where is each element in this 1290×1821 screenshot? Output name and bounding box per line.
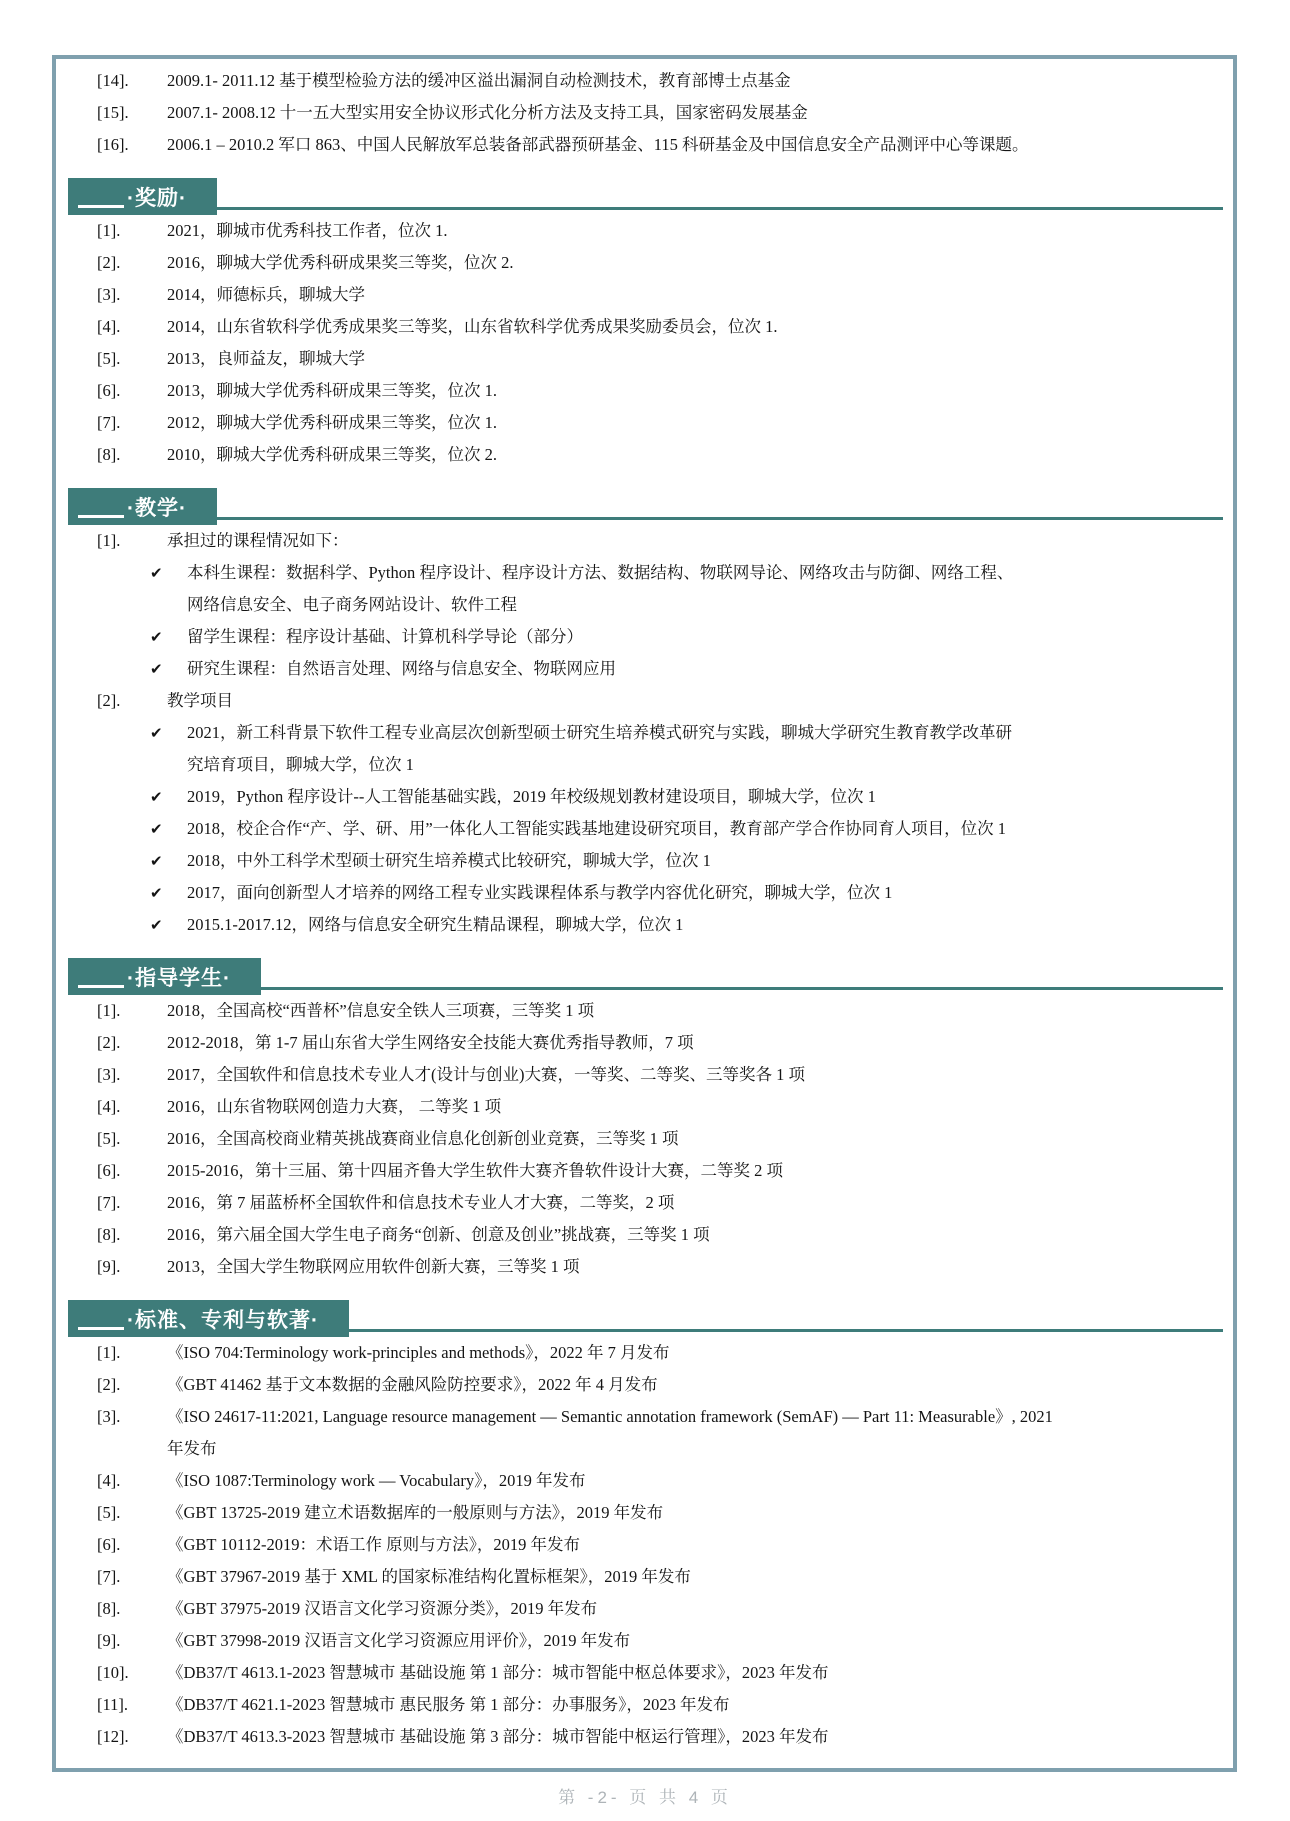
section-rule	[217, 207, 1223, 210]
page-footer	[0, 1783, 1290, 1808]
title-underline	[78, 1327, 124, 1330]
item-text: 《GBT 37998-2019 汉语言文化学习资源应用评价》，2019 年发布	[167, 1631, 631, 1650]
section-title-box	[68, 488, 217, 525]
list-item	[56, 1465, 1233, 1497]
item-number: [9].	[97, 1257, 121, 1276]
section-title: ·标准、专利与软著·	[127, 1309, 319, 1332]
item-number: [2].	[97, 1033, 121, 1052]
item-text: 《GBT 37967-2019 基于 XML 的国家标准结构化置标框架》，2019 年发布	[167, 1567, 691, 1586]
page-content	[56, 59, 1233, 1753]
item-text: 2014，山东省软科学优秀成果奖三等奖，山东省软科学优秀成果奖励委员会，位次 1.	[167, 317, 778, 336]
sub-item-text: 2018，校企合作“产、学、研、用”一体化人工智能实践基地建设研究项目，教育部产学合作协同育人项目，位次 1	[187, 819, 1007, 838]
item-number: [14].	[97, 71, 129, 90]
section-header	[56, 941, 1233, 995]
title-underline	[78, 985, 124, 988]
item-number: [5].	[97, 1129, 121, 1148]
sub-list-item	[56, 557, 1233, 621]
list-item	[56, 1091, 1233, 1123]
item-text: 教学项目	[167, 691, 233, 710]
check-icon: ✔	[150, 660, 163, 678]
section-title-box	[68, 958, 261, 995]
list-item	[56, 525, 1233, 557]
check-icon: ✔	[150, 916, 163, 934]
item-text: 承担过的课程情况如下：	[167, 531, 349, 550]
item-number: [4].	[97, 1097, 121, 1116]
item-number: [7].	[97, 1193, 121, 1212]
check-icon: ✔	[150, 564, 163, 582]
list-item	[56, 1625, 1233, 1657]
item-text: 2016，第六届全国大学生电子商务“创新、创意及创业”挑战赛，三等奖 1 项	[167, 1225, 710, 1244]
item-number: [3].	[97, 285, 121, 304]
list-item	[56, 685, 1233, 717]
sub-list-item	[56, 813, 1233, 845]
item-text: 2014，师德标兵，聊城大学	[167, 285, 365, 304]
item-number: [4].	[97, 317, 121, 336]
sub-item-text: 留学生课程：程序设计基础、计算机科学导论（部分）	[187, 627, 583, 646]
check-icon: ✔	[150, 788, 163, 806]
sub-list-item	[56, 653, 1233, 685]
item-text: 2016，全国高校商业精英挑战赛商业信息化创新创业竞赛，三等奖 1 项	[167, 1129, 679, 1148]
section-rule	[349, 1329, 1223, 1332]
sub-list-item	[56, 909, 1233, 941]
list-item	[56, 1401, 1233, 1465]
section-header	[56, 471, 1233, 525]
list-item	[56, 247, 1233, 279]
item-number: [8].	[97, 1225, 121, 1244]
check-icon: ✔	[150, 852, 163, 870]
item-number: [3].	[97, 1065, 121, 1084]
list-item	[56, 1529, 1233, 1561]
list-item	[56, 97, 1233, 129]
item-number: [7].	[97, 413, 121, 432]
sub-item-text: 2018，中外工科学术型硕士研究生培养模式比较研究，聊城大学，位次 1	[187, 851, 711, 870]
list-item	[56, 375, 1233, 407]
list-item	[56, 1187, 1233, 1219]
list-item	[56, 129, 1233, 161]
item-text: 《GBT 41462 基于文本数据的金融风险防控要求》，2022 年 4 月发布	[167, 1375, 658, 1394]
item-number: [5].	[97, 1503, 121, 1522]
item-number: [15].	[97, 103, 129, 122]
list-item	[56, 407, 1233, 439]
list-item	[56, 1337, 1233, 1369]
item-text: 2015-2016，第十三届、第十四届齐鲁大学生软件大赛齐鲁软件设计大赛，二等奖 2 项	[167, 1161, 783, 1180]
item-text: 《GBT 13725-2019 建立术语数据库的一般原则与方法》，2019 年发布	[167, 1503, 664, 1522]
item-text: 《ISO 24617-11:2021, Language resource management — Semantic annotation framework (SemAF) — Part 11: Measurable》, 2021 年发布	[167, 1407, 1053, 1458]
list-item	[56, 1561, 1233, 1593]
item-text: 2006.1 – 2010.2 军口 863、中国人民解放军总装备部武器预研基金、115 科研基金及中国信息安全产品测评中心等课题。	[167, 135, 1029, 154]
item-number: [1].	[97, 1343, 121, 1362]
item-number: [2].	[97, 253, 121, 272]
list-item	[56, 1027, 1233, 1059]
sub-list-item	[56, 877, 1233, 909]
item-number: [6].	[97, 1535, 121, 1554]
check-icon: ✔	[150, 724, 163, 742]
item-text: 《DB37/T 4613.1-2023 智慧城市 基础设施 第 1 部分：城市智能中枢总体要求》，2023 年发布	[167, 1663, 829, 1682]
item-number: [3].	[97, 1407, 121, 1426]
sub-list-item	[56, 717, 1233, 781]
list-item	[56, 1689, 1233, 1721]
sub-item-text: 2019，Python 程序设计--人工智能基础实践，2019 年校级规划教材建设项目，聊城大学，位次 1	[187, 787, 876, 806]
list-item	[56, 995, 1233, 1027]
section-title: ·奖励·	[127, 187, 187, 210]
list-item	[56, 1219, 1233, 1251]
item-number: [8].	[97, 1599, 121, 1618]
item-number: [11].	[97, 1695, 129, 1714]
item-text: 2013，良师益友，聊城大学	[167, 349, 365, 368]
list-item	[56, 1059, 1233, 1091]
page-border	[52, 55, 1237, 1772]
item-text: 2013，全国大学生物联网应用软件创新大赛，三等奖 1 项	[167, 1257, 580, 1276]
list-item	[56, 1593, 1233, 1625]
section-rule	[217, 517, 1223, 520]
item-text: 2017，全国软件和信息技术专业人才(设计与创业)大赛，一等奖、二等奖、三等奖各 1 项	[167, 1065, 805, 1084]
section-title: ·教学·	[127, 497, 187, 520]
item-number: [2].	[97, 691, 121, 710]
section-header	[56, 161, 1233, 215]
item-text: 2018，全国高校“西普杯”信息安全铁人三项赛，三等奖 1 项	[167, 1001, 595, 1020]
sub-list-item	[56, 781, 1233, 813]
item-number: [1].	[97, 221, 121, 240]
list-item	[56, 343, 1233, 375]
list-item	[56, 1721, 1233, 1753]
item-number: [2].	[97, 1375, 121, 1394]
item-number: [8].	[97, 445, 121, 464]
page-number-text: 第 -2- 页 共 4 页	[558, 1788, 732, 1807]
item-text: 2010，聊城大学优秀科研成果三等奖，位次 2.	[167, 445, 497, 464]
item-number: [9].	[97, 1631, 121, 1650]
item-text: 2012-2018，第 1-7 届山东省大学生网络安全技能大赛优秀指导教师，7 项	[167, 1033, 694, 1052]
item-number: [5].	[97, 349, 121, 368]
item-text: 2016，聊城大学优秀科研成果奖三等奖，位次 2.	[167, 253, 514, 272]
section-title-box	[68, 1300, 349, 1337]
item-text: 《GBT 37975-2019 汉语言文化学习资源分类》，2019 年发布	[167, 1599, 598, 1618]
item-text: 2021，聊城市优秀科技工作者，位次 1.	[167, 221, 448, 240]
item-number: [4].	[97, 1471, 121, 1490]
list-item	[56, 311, 1233, 343]
list-item	[56, 1155, 1233, 1187]
list-item	[56, 1123, 1233, 1155]
item-text: 2009.1- 2011.12 基于模型检验方法的缓冲区溢出漏洞自动检测技术，教育部博士点基金	[167, 71, 791, 90]
list-item	[56, 1369, 1233, 1401]
section-header	[56, 1283, 1233, 1337]
sub-item-text: 研究生课程：自然语言处理、网络与信息安全、物联网应用	[187, 659, 616, 678]
item-text: 《DB37/T 4613.3-2023 智慧城市 基础设施 第 3 部分：城市智能中枢运行管理》，2023 年发布	[167, 1727, 829, 1746]
item-number: [12].	[97, 1727, 129, 1746]
item-number: [1].	[97, 1001, 121, 1020]
item-number: [1].	[97, 531, 121, 550]
list-item	[56, 1251, 1233, 1283]
sub-list-item	[56, 845, 1233, 877]
section-title: ·指导学生·	[127, 967, 231, 990]
list-item	[56, 279, 1233, 311]
item-text: 2016，山东省物联网创造力大赛， 二等奖 1 项	[167, 1097, 502, 1116]
item-text: 2016，第 7 届蓝桥杯全国软件和信息技术专业人才大赛，二等奖，2 项	[167, 1193, 675, 1212]
list-item	[56, 439, 1233, 471]
item-number: [10].	[97, 1663, 129, 1682]
list-item	[56, 215, 1233, 247]
sub-item-text: 2015.1-2017.12，网络与信息安全研究生精品课程，聊城大学，位次 1	[187, 915, 684, 934]
item-text: 《DB37/T 4621.1-2023 智慧城市 惠民服务 第 1 部分：办事服务》，2023 年发布	[167, 1695, 730, 1714]
item-text: 2013，聊城大学优秀科研成果三等奖，位次 1.	[167, 381, 497, 400]
sub-item-text: 2017，面向创新型人才培养的网络工程专业实践课程体系与教学内容优化研究，聊城大学，位次 1	[187, 883, 893, 902]
item-number: [16].	[97, 135, 129, 154]
item-number: [6].	[97, 1161, 121, 1180]
item-text: 《ISO 704:Terminology work-principles and methods》，2022 年 7 月发布	[167, 1343, 670, 1362]
section-rule	[261, 987, 1223, 990]
item-text: 2012，聊城大学优秀科研成果三等奖，位次 1.	[167, 413, 497, 432]
sub-item-text: 本科生课程：数据科学、Python 程序设计、程序设计方法、数据结构、物联网导论、网络攻击与防御、网络工程、网络信息安全、电子商务网站设计、软件工程	[187, 563, 1014, 614]
title-underline	[78, 205, 124, 208]
sub-item-text: 2021，新工科背景下软件工程专业高层次创新型硕士研究生培养模式研究与实践，聊城大学研究生教育教学改革研究培育项目，聊城大学，位次 1	[187, 723, 1012, 774]
check-icon: ✔	[150, 628, 163, 646]
list-item	[56, 1657, 1233, 1689]
list-item	[56, 1497, 1233, 1529]
item-text: 《ISO 1087:Terminology work — Vocabulary》，2019 年发布	[167, 1471, 586, 1490]
title-underline	[78, 515, 124, 518]
list-item	[56, 65, 1233, 97]
item-text: 2007.1- 2008.12 十一五大型实用安全协议形式化分析方法及支持工具，国家密码发展基金	[167, 103, 808, 122]
sub-list-item	[56, 621, 1233, 653]
check-icon: ✔	[150, 884, 163, 902]
section-title-box	[68, 178, 217, 215]
item-text: 《GBT 10112-2019：术语工作 原则与方法》，2019 年发布	[167, 1535, 580, 1554]
item-number: [6].	[97, 381, 121, 400]
item-number: [7].	[97, 1567, 121, 1586]
check-icon: ✔	[150, 820, 163, 838]
